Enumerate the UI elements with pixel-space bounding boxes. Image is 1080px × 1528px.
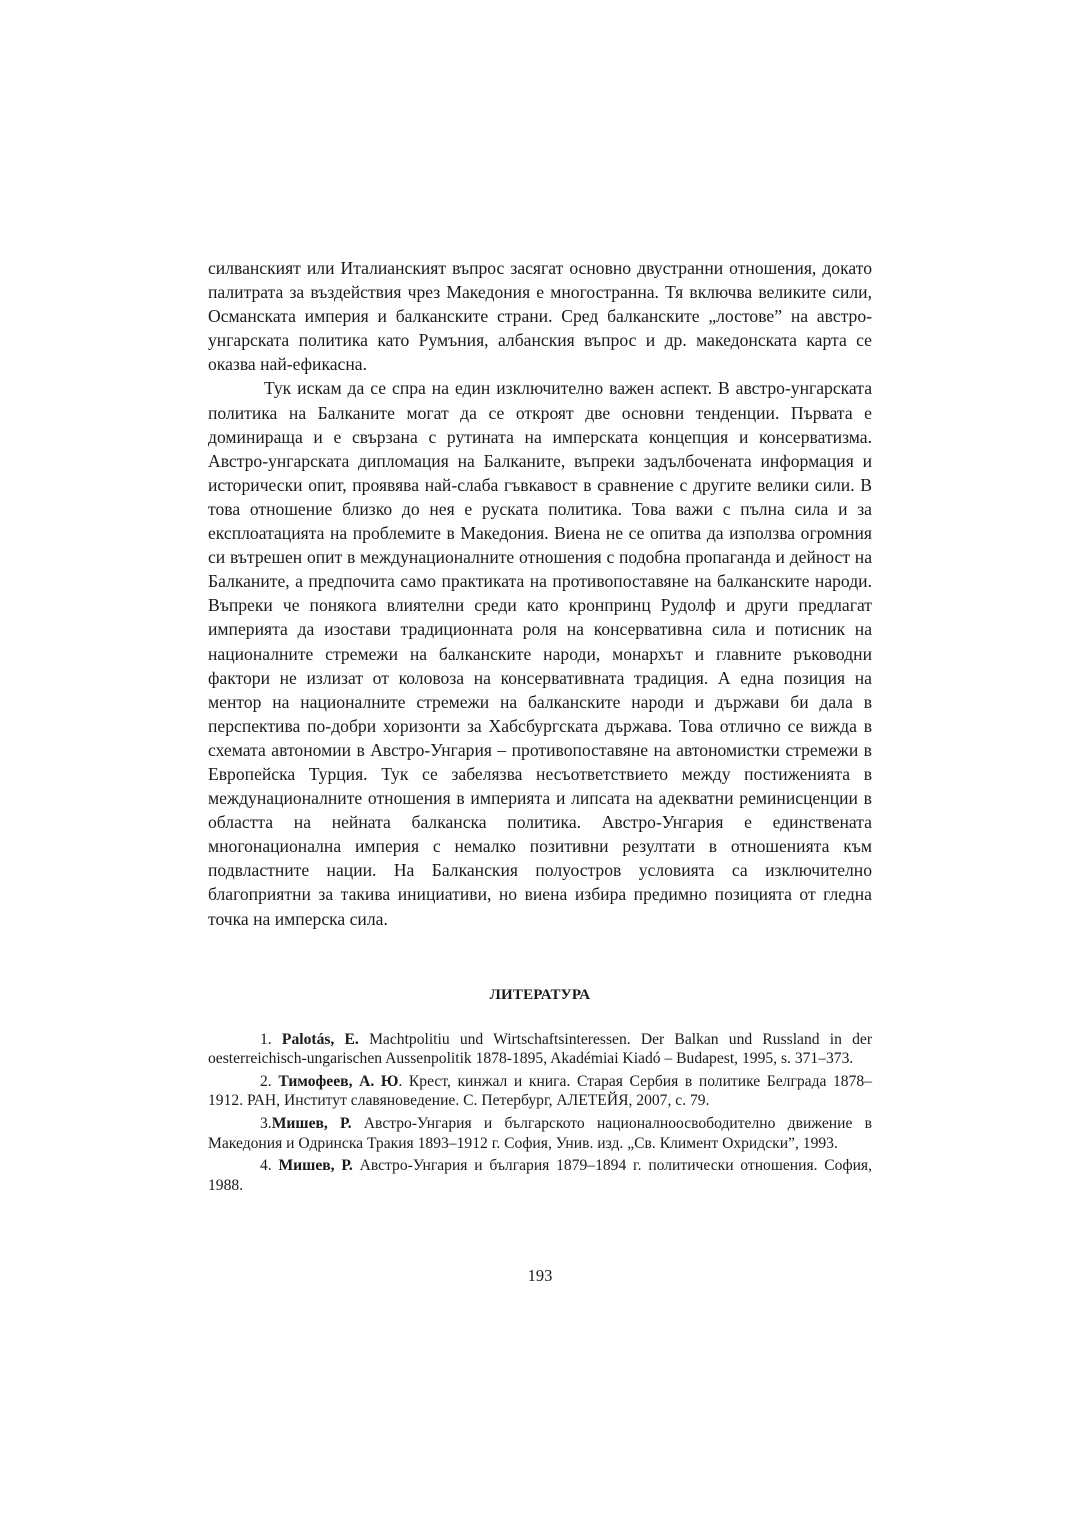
reference-number: 1. — [260, 1030, 272, 1048]
reference-item-1 — [208, 1030, 872, 1069]
reference-author: Тимофеев, А. Ю — [278, 1072, 399, 1090]
reference-number: 4. — [260, 1157, 272, 1175]
reference-text: Machtpolitiu und Wirtschaftsinteressen. Der Balkan und Russland in der oesterreichisch-ungarischen Aussenpolitik 1878-1895, Akadémiai Kiadó – Budapest, 1995, s. 371–373. — [208, 1030, 873, 1068]
reference-text: . Крест, кинжал и книга. Старая Сербия в политике Белграда 1878–1912. РАН, Институт славяноведение. С. Петербург, АЛЕТЕЙЯ, 2007, с. 79. — [208, 1072, 872, 1110]
reference-item-4 — [208, 1156, 872, 1195]
page-number: 193 — [527, 1266, 553, 1285]
paragraph-2: Тук искам да се спра на един изключително важен аспект. В австро-унгарската политика на Балканите могат да се откроят две основни тенденции. Първата е доминираща и е свързана с рутината на имперската концепция и консерватизма. Австро-унгарската дипломация на Балканите, въпреки задълбочената информация и исторически опит, проявява най-слаба гъвкавост в сравнение с другите велики сили. В това отношение близко до нея е руската политика. Това важи с пълна сила и за експлоатацията на проблемите в Македония. Виена не се опитва да използва огромния си вътрешен опит в междунационалните отношения с подобна пропаганда и дейност на Балканите, а предпочита само практиката на противопоставяне на балканските народи. Въпреки че понякога влиятелни среди като кронпринц Рудолф и други предлагат империята да изостави традиционната роля на консервативна сила и потисник на националните стремежи на балканските народи, монархът и главните ръководни фактори не излизат от коловоза на консервативната традиция. А една позиция на ментор на националните стремежи на балканските народи и държави би дала в перспектива по-добри хоризонти за Хабсбургската държава. Това отлично се вижда в схемата автономии в Австро-Унгария – противопоставяне на автономистки стремежи в Европейска Турция. Тук се забелязва несъответствието между постиженията в междунационалните отношения в империята и липсата на адекватни реминисценции в областта на нейната балканска политика. Австро-Унгария е единствената многонационална империя с немалко позитивни резултати в отношенията към подвластните нации. На Балканския полуостров условията са изключително благоприятни за такива инициативи, но виена избира предимно позицията от гледна точка на имперска сила. — [208, 378, 872, 929]
reference-author: Мишев, Р. — [271, 1115, 352, 1132]
page-content — [208, 256, 872, 1198]
reference-item-2 — [208, 1072, 872, 1111]
references-list — [208, 1030, 872, 1196]
reference-number: 3. — [260, 1115, 272, 1132]
reference-author: Мишев, Р. — [278, 1157, 353, 1175]
reference-text: Австро-Унгария и българското националноосвободително движение в Македония и Одринска Тракия 1893–1912 г. София, Унив. изд. „Св. Климент Охридски”, 1993. — [208, 1115, 872, 1152]
reference-author: Palotás, E. — [281, 1030, 359, 1048]
reference-text: Австро-Унгария и българия 1879–1894 г. политически отношения. София, 1988. — [208, 1157, 872, 1194]
reference-item-3 — [208, 1114, 872, 1153]
reference-number: 2. — [260, 1072, 272, 1090]
references-heading: ЛИТЕРАТУРА — [489, 986, 591, 1003]
paragraph-1: силванският или Италианският въпрос засягат основно двустранни отношения, докато палитрата за въздействия чрез Македония е многостранна. Тя включва великите сили, Османската империя и балканските страни. Сред балканските „лостове” на австро-унгарската политика като Румъния, албанския въпрос и др. македонската карта се оказва най-ефикасна. — [208, 258, 872, 375]
